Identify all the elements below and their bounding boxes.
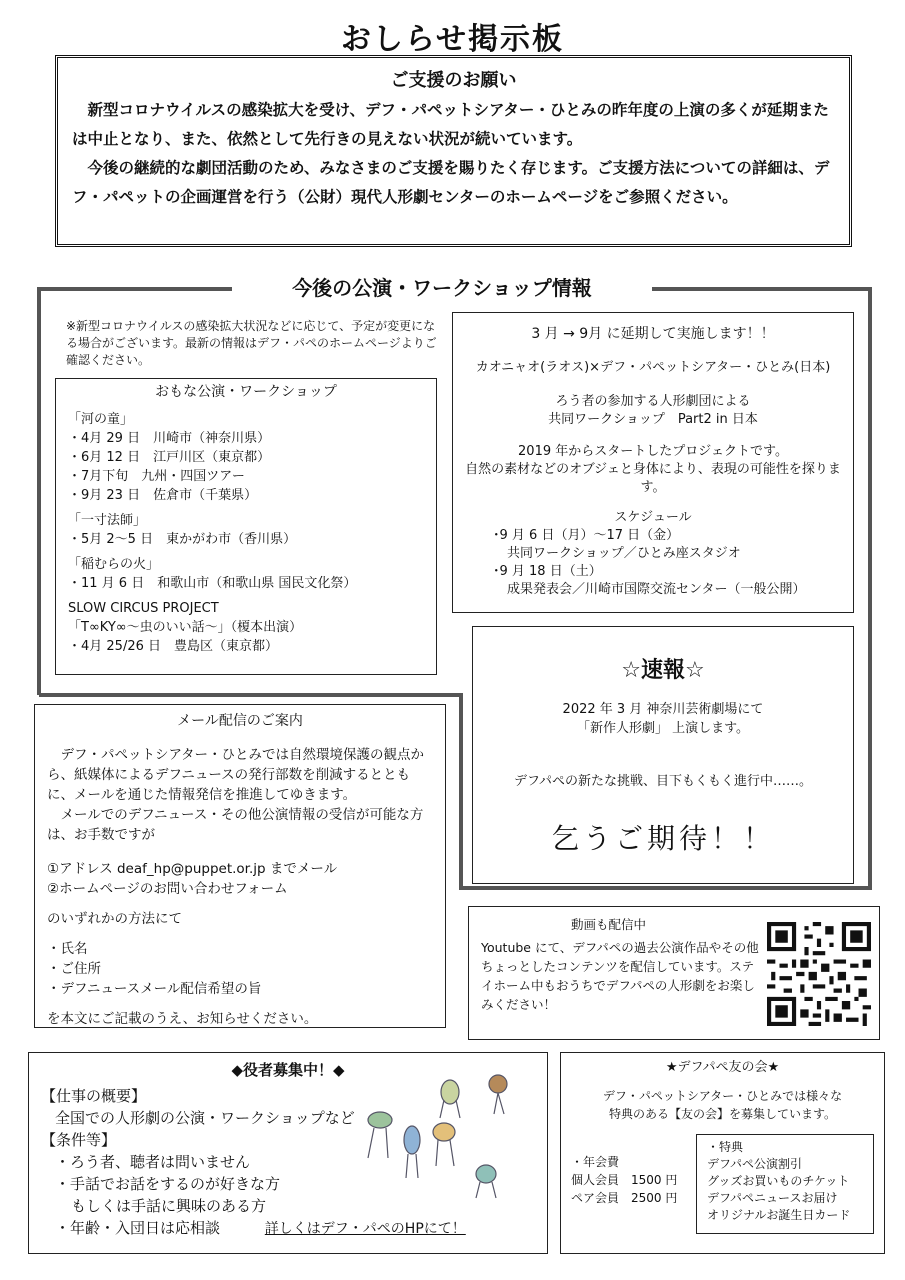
performance-list	[55, 378, 437, 675]
issun-title: 「一寸法師」	[68, 513, 147, 528]
club-heading: ★デフパペ友の会★	[665, 1060, 780, 1075]
mail-field: ・デフニュースメール配信希望の旨	[47, 981, 262, 997]
puppet-illustration	[360, 1070, 530, 1200]
inamura-title: 「稲むらの火」	[68, 557, 160, 572]
mail-heading: メール配信のご案内	[177, 713, 303, 729]
mail-field: ・氏名	[47, 941, 88, 957]
mail-field: ・ご住所	[47, 961, 101, 977]
list-item: ・4月 29 日 川崎市（神奈川県）	[68, 431, 271, 446]
page-title: おしらせ掲示板	[340, 22, 565, 57]
schedule-item: ･9 月 18 日（土）	[493, 564, 602, 579]
perk-item: デフパペニュースお届け	[707, 1191, 838, 1205]
recruit-cond: ・年齢・入団日は応相談	[55, 1219, 221, 1237]
news-line: デフパペの新たな挑戦、目下もくもく進行中……。	[514, 774, 812, 789]
mail-paragraph-1: デフ・パペットシアター・ひとみでは自然環境保護の観点から、紙媒体によるデフニュースの発行部数を削減するとともに、メールを通じた情報発信を推進してゆきます。	[47, 747, 425, 803]
recruit-cond: ・ろう者、聴者は問いません	[55, 1153, 251, 1171]
list-item: ・6月 12 日 江戸川区（東京都）	[68, 450, 271, 465]
workshop-box	[452, 312, 854, 613]
club-intro: デフ・パペットシアター・ひとみでは様々な	[602, 1089, 843, 1103]
support-box	[55, 55, 852, 247]
news-flash	[472, 626, 854, 884]
mail-option-2: ②ホームページのお問い合わせフォーム	[47, 881, 288, 897]
mail-paragraph-2: メールでのデフニュース・その他公演情報の受信が可能な方は、お手数ですが	[47, 807, 424, 843]
workshop-line6: 自然の素材などのオブジェと身体により、表現の可能性を探ります。	[465, 462, 841, 495]
workshop-postponed: 3 月 → 9月 に延期して実施します！！	[531, 326, 775, 342]
perk-item: デフパペ公演割引	[707, 1157, 803, 1171]
recruit-section: 【条件等】	[41, 1131, 117, 1149]
workshop-collab: カオニャオ(ラオス)×デフ・パペットシアター・ひとみ(日本)	[475, 360, 831, 375]
circus-subtitle: 「T∞KY∞～虫のいい話～」（榎本出演）	[68, 620, 303, 635]
perk-item: オリジナルお誕生日カード	[707, 1208, 851, 1222]
workshop-line3: ろう者の参加する人形劇団による	[555, 394, 751, 409]
list-item: ・5月 2～5 日 東かがわ市（香川県）	[68, 532, 297, 547]
recruit-cond: もしくは手話に興味のある方	[71, 1197, 267, 1215]
recruit-cond: ・手話でお話をするのが好きな方	[55, 1175, 281, 1193]
recruit-desc: 全国での人形劇の公演・ワークショップなど	[55, 1109, 355, 1127]
perks-title: ・特典	[707, 1140, 744, 1154]
schedule-item: ･9 月 6 日（月）～17 日（金）	[493, 528, 680, 543]
workshop-line5: 2019 年からスタートしたプロジェクトです。	[518, 444, 788, 459]
club-intro: 特典のある【友の会】を募集しています。	[608, 1107, 837, 1121]
mail-option-1: ①アドレス deaf_hp@puppet.or.jp までメール	[47, 861, 338, 877]
mail-info-box	[34, 704, 446, 1028]
recruit-more-link[interactable]: 詳しくはデフ・パペのHPにて！	[264, 1221, 466, 1237]
list-item: ・4月 25/26 日 豊島区（東京都）	[68, 639, 278, 654]
perk-item: グッズお買いものチケット	[707, 1174, 850, 1188]
news-line: 「新作人形劇」 上演します。	[576, 721, 750, 736]
video-body: Youtube にて、デフパペの過去公演作品やその他ちょっとしたコンテンツを配信しています。ステイホーム中もおうちでデフパペの人形劇をお楽しみください！	[481, 940, 759, 1012]
news-stay-tuned: 乞うご期待！！	[550, 822, 775, 855]
events-note: ※新型コロナウイルスの感染拡大状況などに応じて、予定が変更になる場合がございます。最新の情報はデフ・パペのホームページよりご確認ください。	[66, 319, 437, 367]
fee-title: ・年会費	[571, 1155, 620, 1169]
video-heading: 動画も配信中	[571, 917, 647, 932]
schedule-title: スケジュール	[614, 510, 692, 525]
performance-list-title: おもな公演・ワークショップ	[155, 384, 337, 400]
mail-closing: を本文にご記載のうえ、お知らせください。	[47, 1011, 318, 1027]
news-line: 2022 年 3 月 神奈川芸術劇場にて	[562, 702, 764, 717]
recruit-section: 【仕事の概要】	[41, 1087, 147, 1105]
fee-item: 個人会員 1500 円	[571, 1173, 678, 1187]
schedule-item: 共同ワークショップ／ひとみ座スタジオ	[507, 546, 741, 561]
circus-title: SLOW CIRCUS PROJECT	[68, 601, 219, 616]
fee-item: ペア会員 2500 円	[571, 1191, 678, 1205]
qr-code[interactable]	[767, 922, 871, 1026]
support-paragraph-2: 今後の継続的な劇団活動のため、みなさまのご支援を賜りたく存じます。ご支援方法についての詳細は、デフ・パペットの企画運営を行う（公財）現代人形劇センターのホームページをご参照ください。	[72, 159, 830, 206]
support-heading: ご支援のお願い	[390, 70, 517, 91]
events-section-title: 今後の公演・ワークショップ情報	[232, 270, 652, 303]
schedule-item: 成果発表会／川崎市国際交流センター（一般公開）	[507, 582, 806, 597]
list-item: ・7月下旬 九州・四国ツアー	[68, 469, 245, 484]
support-paragraph-1: 新型コロナウイルスの感染拡大を受け、デフ・パペットシアター・ひとみの昨年度の上演の多くが延期または中止となり、また、依然として先行きの見えない状況が続いています。	[72, 101, 829, 148]
list-item: ・9月 23 日 佐倉市（千葉県）	[68, 488, 258, 503]
workshop-line4: 共同ワークショップ Part2 in 日本	[548, 412, 758, 427]
list-item: ・11 月 6 日 和歌山市（和歌山県 国民文化祭）	[68, 576, 357, 591]
recruit-heading: ◆役者募集中！◆	[231, 1061, 345, 1079]
perks-box	[696, 1134, 874, 1234]
news-heading: ☆速報☆	[621, 658, 705, 683]
mail-either: のいずれかの方法にて	[47, 911, 182, 927]
kappa-title: 「河の童」	[68, 412, 134, 427]
